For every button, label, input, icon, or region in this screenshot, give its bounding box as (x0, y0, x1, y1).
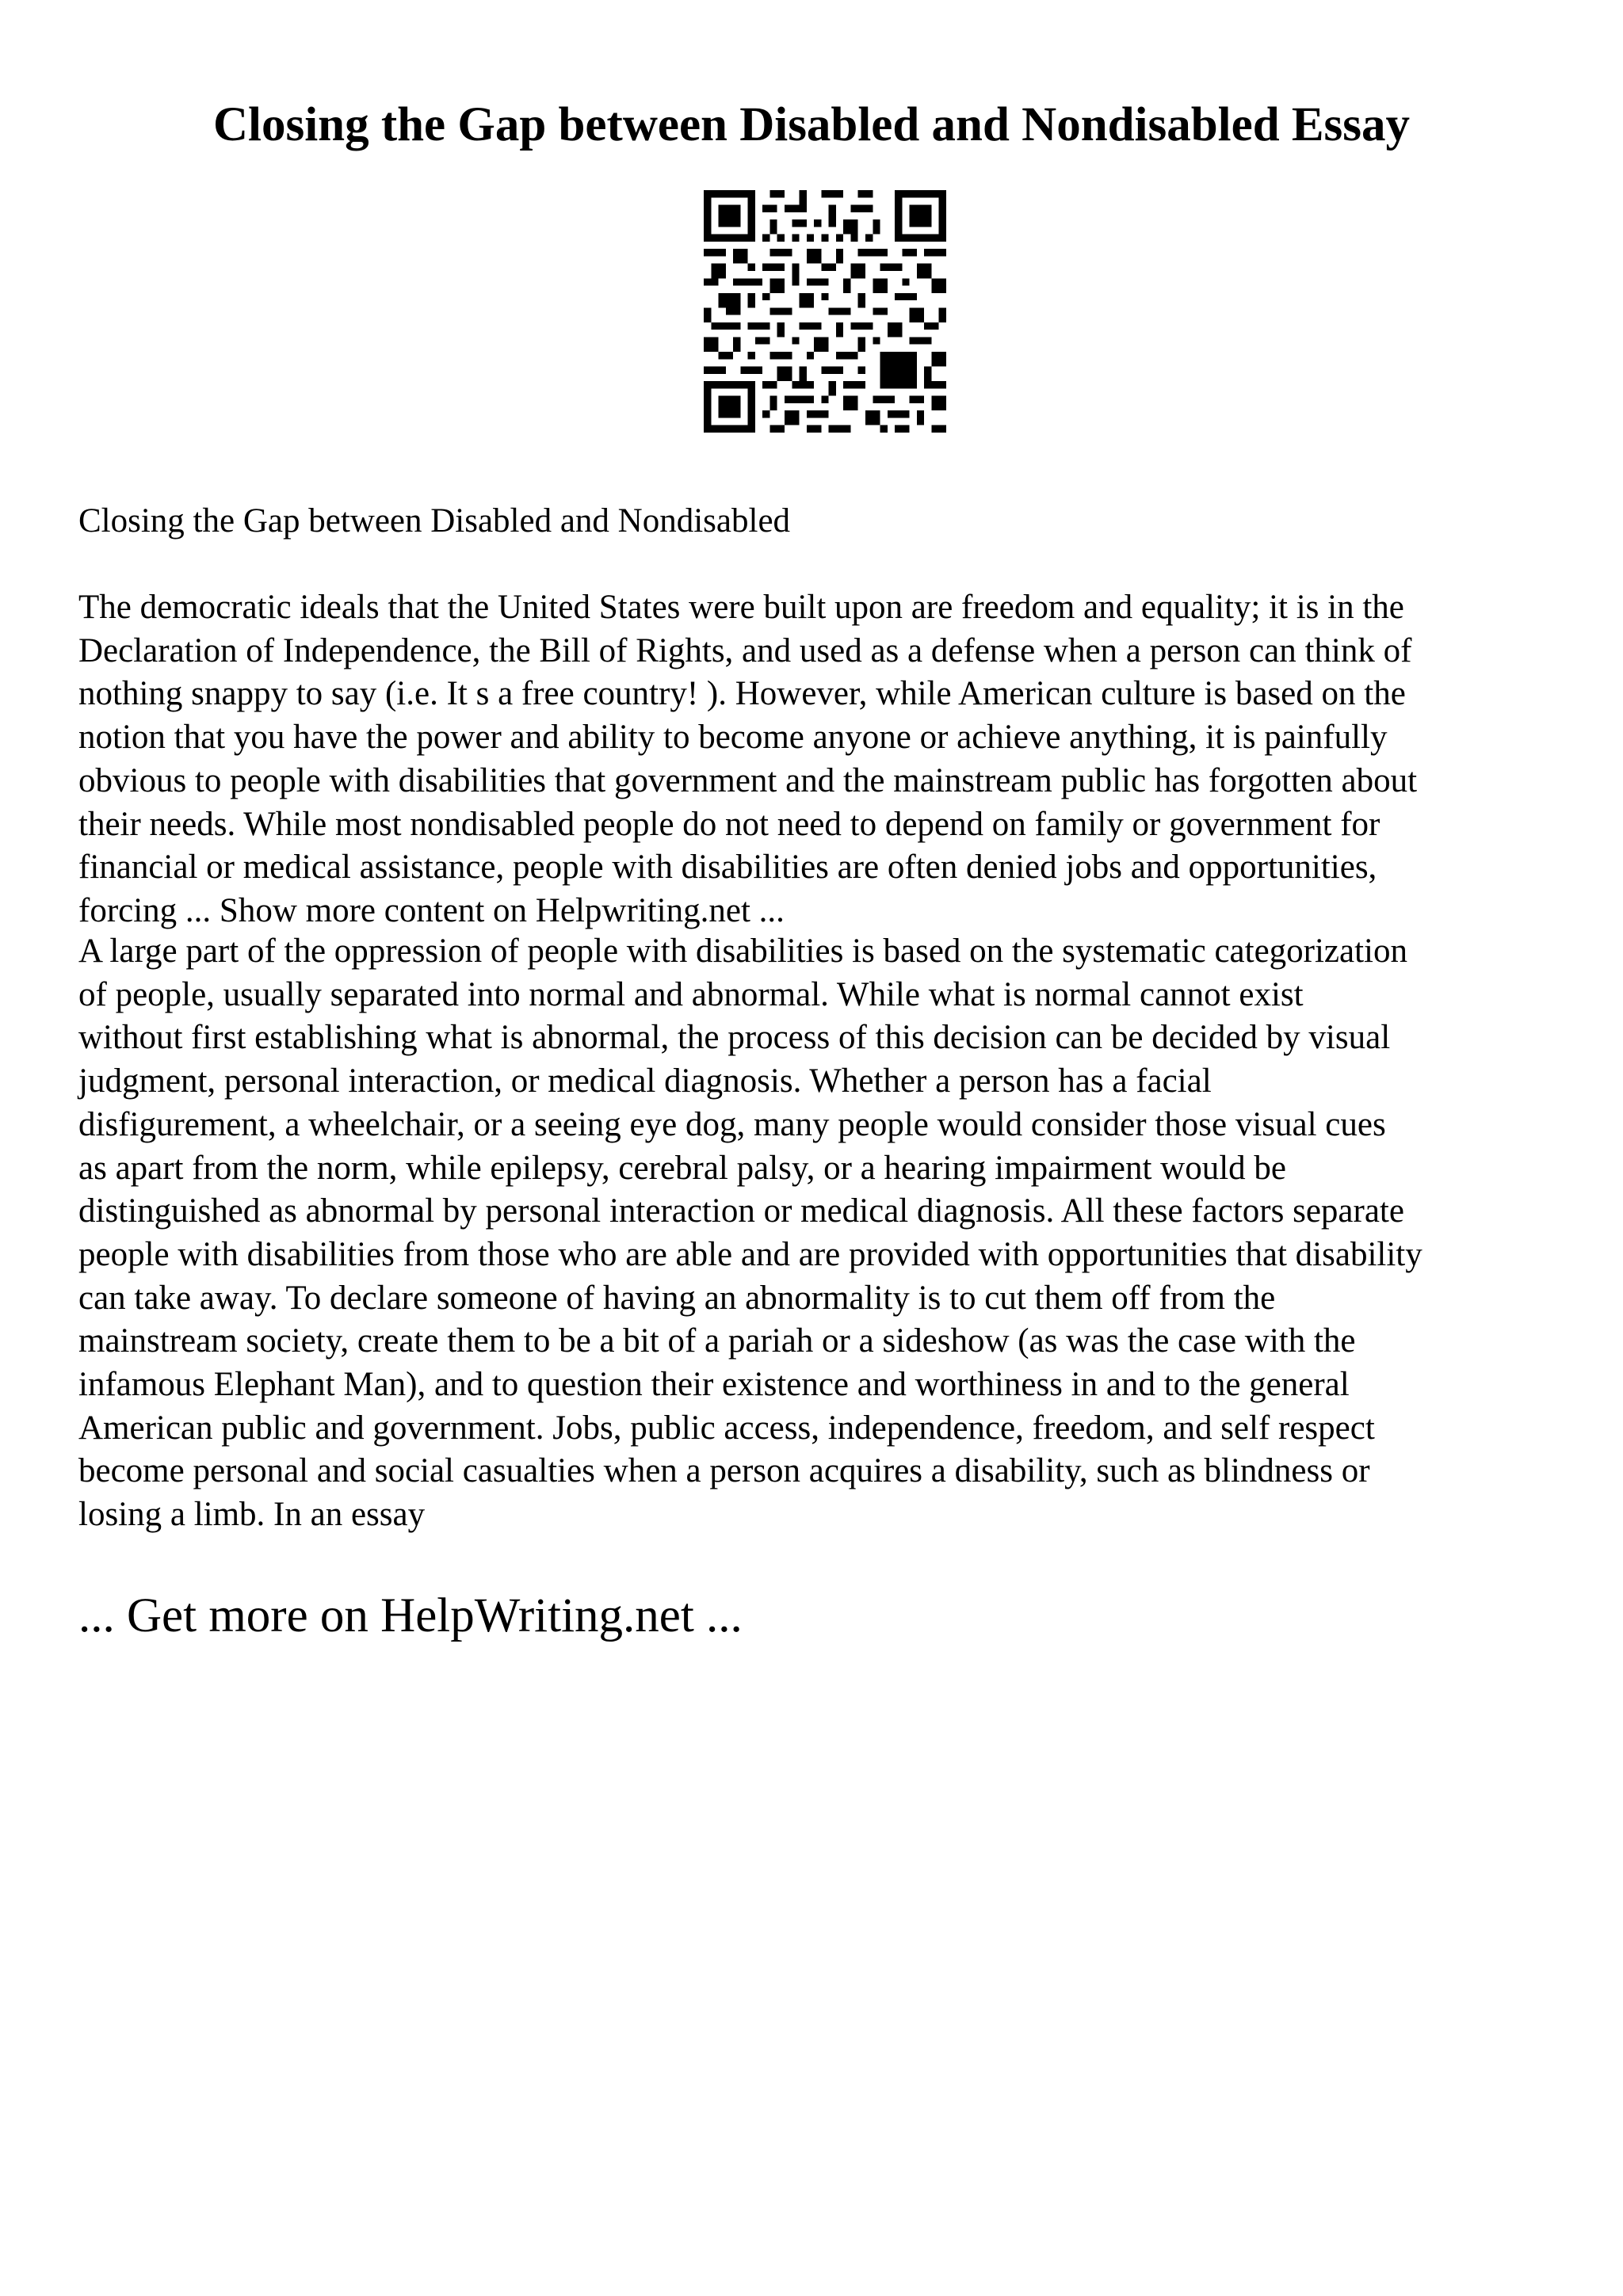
paragraph-line: can take away. To declare someone of having an abnormality is to cut them off from the (78, 1279, 1276, 1317)
paragraph-line: A large part of the oppression of people with disabilities is based on the systematic categorization (78, 933, 1407, 970)
paragraph-line: Declaration of Independence, the Bill of Rights, and used as a defense when a person can think of (78, 631, 1412, 669)
paragraph-line: mainstream society, create them to be a bit of a pariah or a sideshow (as was the case with the (78, 1322, 1356, 1360)
paragraph-line: their needs. While most nondisabled people do not need to depend on family or government for (78, 805, 1381, 843)
paragraph-line: financial or medical assistance, people with disabilities are often denied jobs and opportunities, (78, 849, 1377, 887)
qr-code-icon (704, 190, 946, 433)
paragraph-line: distinguished as abnormal by personal interaction or medical diagnosis. All these factors separate (78, 1192, 1404, 1230)
paragraph-line: as apart from the norm, while epilepsy, cerebral palsy, or a hearing impairment would be (78, 1149, 1286, 1187)
paragraph-line: forcing ... Show more content on Helpwriting.net ... (78, 891, 785, 929)
paragraph-line: people with disabilities from those who are able and are provided with opportunities that disability (78, 1235, 1423, 1273)
essay-subtitle: Closing the Gap between Disabled and Nondisabled (78, 502, 791, 540)
paragraph-line: obvious to people with disabilities that government and the mainstream public has forgotten about (78, 761, 1418, 799)
get-more-link[interactable]: ... Get more on HelpWriting.net ... (78, 1589, 743, 1642)
document-title: Closing the Gap between Disabled and Nondisabled Essay (212, 98, 1411, 151)
paragraph-line: disfigurement, a wheelchair, or a seeing eye dog, many people would consider those visual cues (78, 1105, 1386, 1143)
paragraph-line: judgment, personal interaction, or medical diagnosis. Whether a person has a facial (78, 1062, 1212, 1100)
paragraph-line: without first establishing what is abnormal, the process of this decision can be decided by visual (78, 1019, 1391, 1057)
paragraph-line: of people, usually separated into normal and abnormal. While what is normal cannot exist (78, 975, 1304, 1013)
paragraph-line: infamous Elephant Man), and to question their existence and worthiness in and to the general (78, 1366, 1350, 1404)
paragraph-line: losing a limb. In an essay (78, 1496, 426, 1534)
paragraph-line: nothing snappy to say (i.e. It s a free country! ). However, while American culture is based on the (78, 675, 1406, 713)
paragraph-2 (78, 930, 1552, 1537)
paragraph-line: The democratic ideals that the United States were built upon are freedom and equality; it is in the (78, 589, 1404, 626)
paragraph-1 (78, 586, 1552, 933)
paragraph-line: notion that you have the power and ability to become anyone or achieve anything, it is painfully (78, 719, 1388, 757)
paragraph-line: American public and government. Jobs, public access, independence, freedom, and self respect (78, 1409, 1375, 1447)
paragraph-line: become personal and social casualties when a person acquires a disability, such as blindness or (78, 1452, 1370, 1490)
